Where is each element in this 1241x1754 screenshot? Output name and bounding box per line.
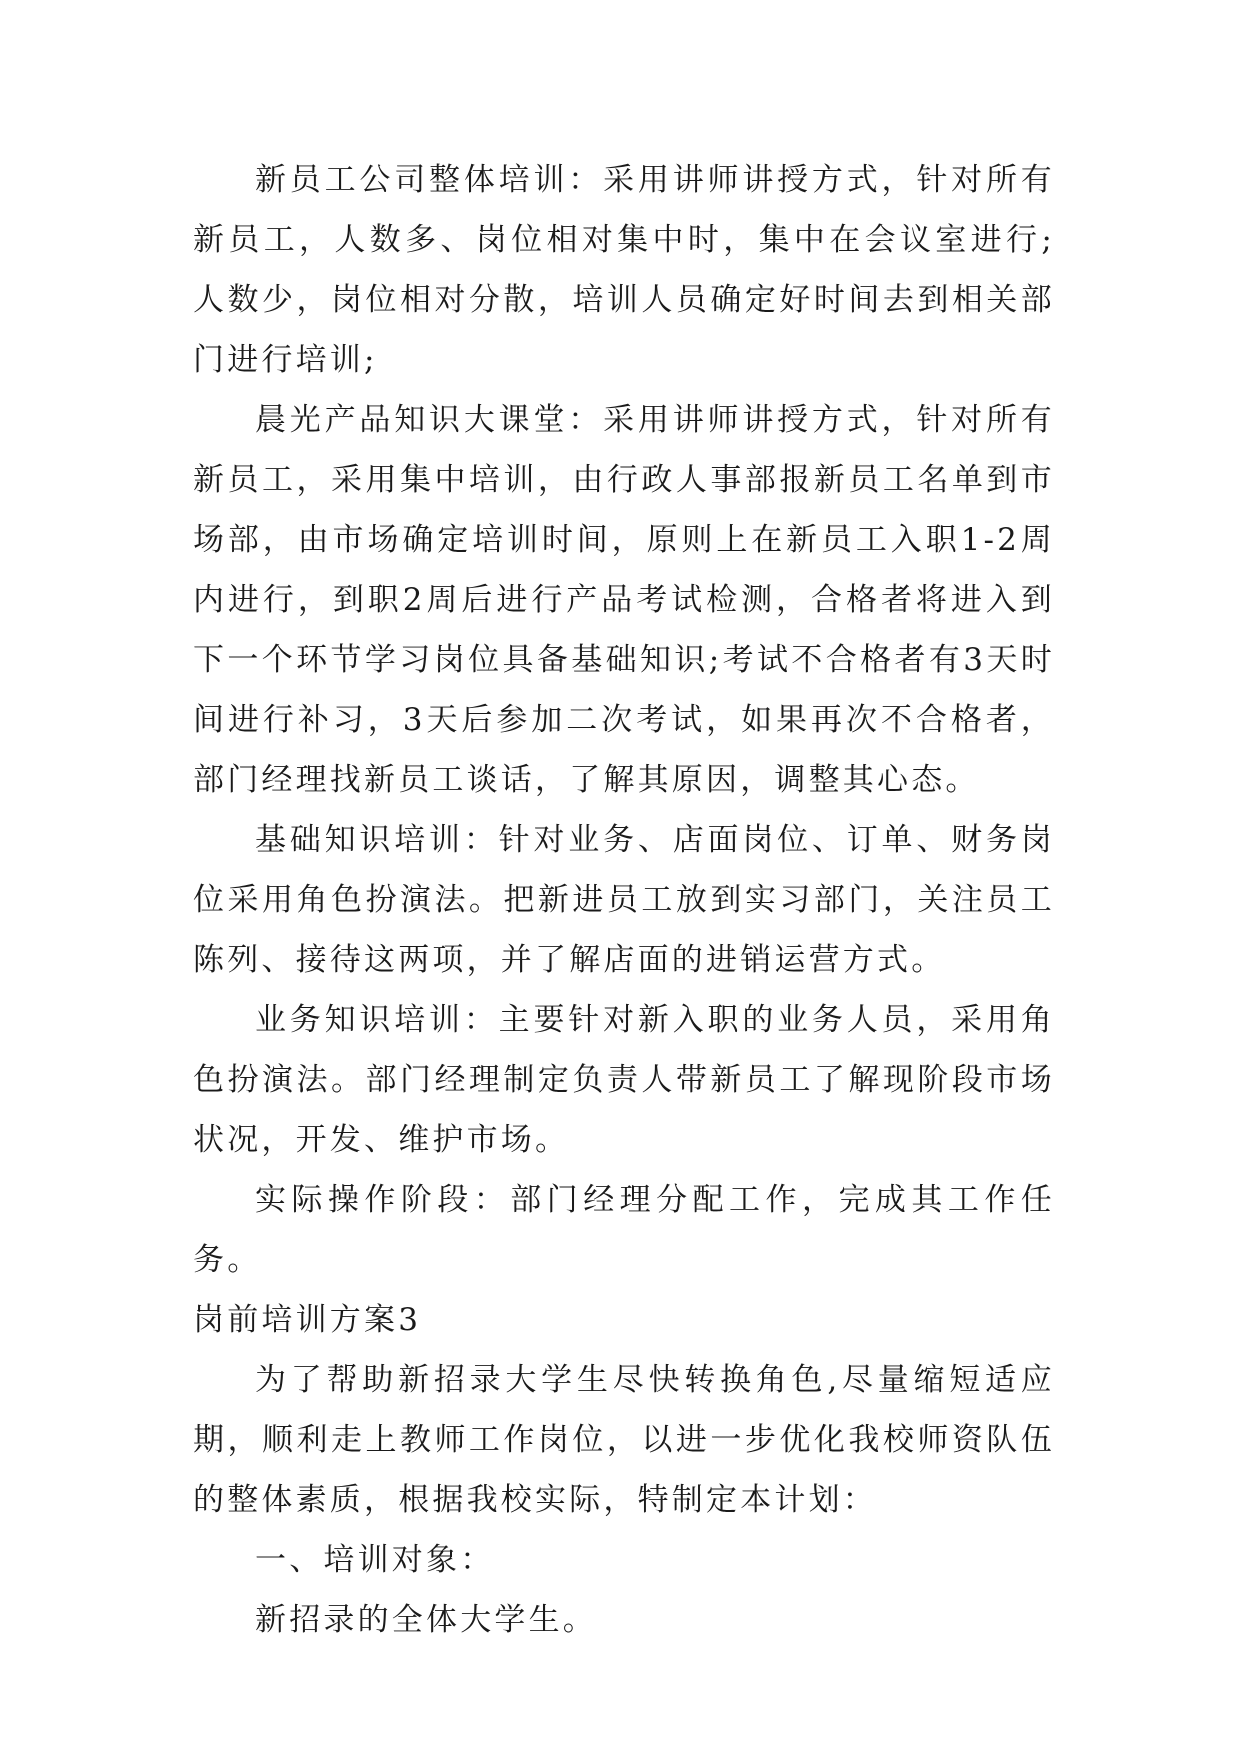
paragraph-training-target-title: 一、培训对象： <box>255 1542 495 1578</box>
paragraph-plan-intro: 为了帮助新招录大学生尽快转换角色,尽量缩短适应期，顺利走上教师工作岗位，以进一步优化我校师资队伍的整体素质，根据我校实际，特制定本计划： <box>193 1362 1055 1518</box>
paragraph-product-knowledge: 晨光产品知识大课堂：采用讲师讲授方式，针对所有新员工，采用集中培训，由行政人事部报新员工名单到市场部，由市场确定培训时间，原则上在新员工入职1-2周内进行，到职2周后进行产品考试检测，合格者将进入到下一个环节学习岗位具备基础知识;考试不合格者有3天时间进行补习，3天后参加二次考试，如果再次不合格者，部门经理找新员工谈话，了解其原因，调整其心态。 <box>193 402 1055 798</box>
document-page <box>193 150 1055 1650</box>
paragraph-training-target-body: 新招录的全体大学生。 <box>255 1602 597 1638</box>
paragraph-company-training: 新员工公司整体培训：采用讲师讲授方式，针对所有新员工，人数多、岗位相对集中时，集中在会议室进行;人数少，岗位相对分散，培训人员确定好时间去到相关部门进行培训; <box>193 162 1055 378</box>
paragraph-basic-knowledge: 基础知识培训：针对业务、店面岗位、订单、财务岗位采用角色扮演法。把新进员工放到实习部门，关注员工陈列、接待这两项，并了解店面的进销运营方式。 <box>193 822 1055 978</box>
paragraph-practical-operation: 实际操作阶段：部门经理分配工作，完成其工作任务。 <box>193 1182 1055 1278</box>
section-heading: 岗前培训方案3 <box>193 1302 422 1338</box>
paragraph-business-knowledge: 业务知识培训：主要针对新入职的业务人员，采用角色扮演法。部门经理制定负责人带新员工了解现阶段市场状况，开发、维护市场。 <box>193 1002 1055 1158</box>
